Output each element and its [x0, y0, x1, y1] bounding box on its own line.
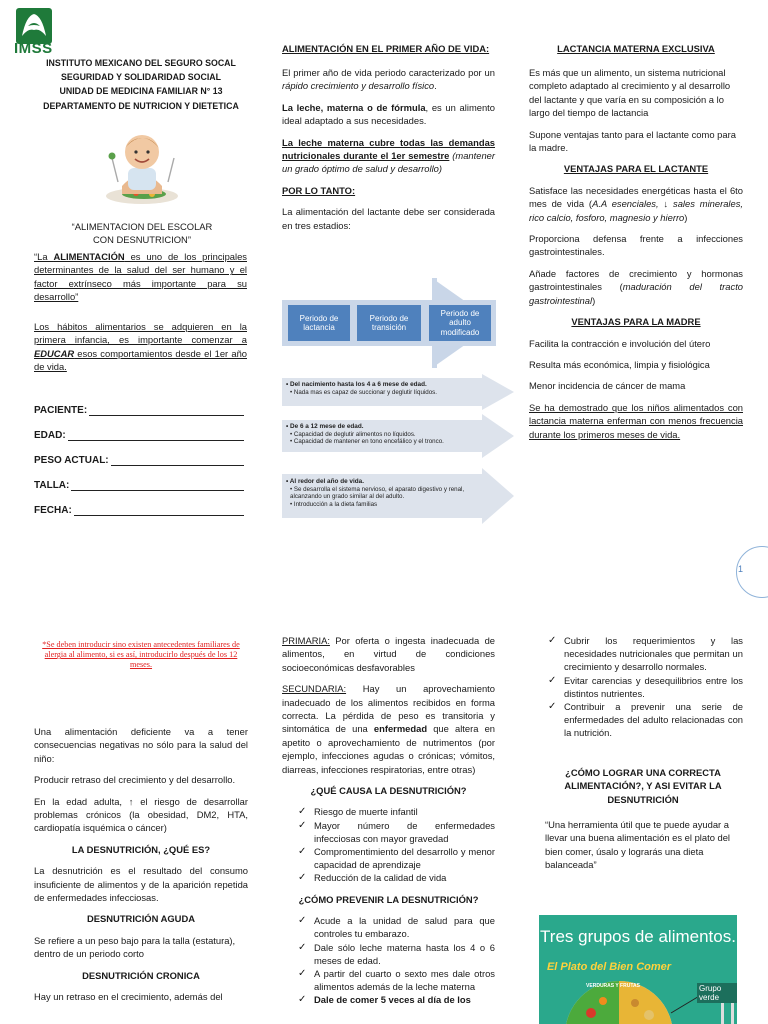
list-item: ✓ Reducción de la calidad de vida	[298, 872, 447, 884]
check-icon: ✓	[298, 915, 307, 927]
habits-paragraph: Los hábitos alimentarios se adquieren en la primera infancia, es importante comenzar a EDUCAR esos comportamientos desde el 1er año de vida.	[34, 321, 247, 373]
allergy-note: *Se deben introducir sino existen antecedentes familiares de alergia al alimento, si es así, introducirlo después de los 12 meses.	[42, 640, 240, 670]
mother-adv-4: Se ha demostrado que los niños alimentados con lactancia materna enferman con menos frecuencia durante los primeros meses de vida.	[529, 401, 743, 440]
age-field[interactable]: EDAD:	[34, 427, 244, 441]
list-item: ✓ Compromentimiento del desarrollo y menor capacidad de aprendizaje	[298, 846, 495, 871]
stage-lactation: Periodo de lactancia	[299, 313, 339, 332]
list-item: ✓ Dale de comer 5 veces al día de los	[298, 994, 471, 1006]
check-icon: ✓	[298, 994, 307, 1006]
date-field[interactable]: FECHA:	[34, 502, 244, 516]
first-year-text	[282, 66, 495, 232]
stage-transition: Periodo de transición	[369, 313, 409, 332]
height-field[interactable]: TALLA:	[34, 477, 244, 491]
institution-line-3: UNIDAD DE MEDICINA FAMILIAR N° 13	[59, 86, 223, 97]
prevent-list	[282, 914, 495, 1006]
malnutrition-types	[282, 634, 495, 1007]
check-icon: ✓	[298, 967, 307, 979]
goals-section	[548, 634, 743, 740]
check-icon: ✓	[548, 701, 557, 713]
mother-adv-3: Menor incidencia de cáncer de mama	[529, 380, 686, 392]
poster-subtitle: El Plato del Bien Comer	[546, 961, 672, 973]
cover-quote: “La ALIMENTACIÓN es uno de los principales determinantes de la salud del ser humano y el factor extrínseco más importante para su desarrollo”	[34, 251, 247, 303]
list-item: ✓ Cubrir los requerimientos y las necesidades nutricionales que permitan un crecimiento y desarrollo normales.	[548, 635, 743, 673]
primary-malnutrition: PRIMARIA: Por oferta o ingesta inadecuada de alimentos, en virtud de condiciones socioeconómicas desfavorables	[282, 635, 495, 673]
list-item: ✓ Evitar carencias y desequilibrios entre los distintos nutrientes.	[548, 674, 743, 699]
list-item: ✓ Mayor número de enfermedades infecciosas con mayor gravedad	[298, 819, 495, 844]
first-year-p1: El primer año de vida periodo caracterizado por un rápido crecimiento y desarrollo físico.	[282, 67, 495, 92]
deficiency-section	[34, 725, 248, 1004]
first-year-p3: La leche materna cubre todas las demandas nutricionales durante el 1er semestre (mantener un grado óptimo de salud y desarrollo)	[282, 136, 495, 175]
acute-malnutrition-heading: DESNUTRICIÓN AGUDA	[87, 913, 195, 925]
plate-quote: “Una herramienta útil que te puede ayudar a llevar una buena alimentación es el plato del bien comer, úsalo y lograrás una dieta balanceada”	[545, 819, 731, 871]
check-icon: ✓	[298, 806, 307, 818]
current-weight-field[interactable]: PESO ACTUAL:	[34, 452, 244, 466]
deficiency-p1: Una alimentación deficiente va a tener consecuencias negativas no sólo para la salud del niño:	[34, 726, 248, 764]
acute-malnutrition-text: Se refiere a un peso bajo para la talla (estatura), dentro de un periodo corto	[34, 934, 236, 960]
list-item: ✓ Dale sólo leche materna hasta los 4 o 6 meses de edad.	[298, 941, 495, 966]
check-icon: ✓	[548, 674, 557, 686]
list-item: ✓ Riesgo de muerte infantil	[298, 806, 418, 818]
first-year-p2: La leche, materna o de fórmula, es un alimento ideal adaptado a sus necesidades.	[282, 101, 495, 127]
correct-nutrition-heading: ¿CÓMO LOGRAR UNA CORRECTA ALIMENTACIÓN?, Y ASI EVITAR LA DESNUTRICIÓN	[564, 767, 722, 805]
chronic-malnutrition-heading: DESNUTRICIÓN CRONICA	[82, 969, 200, 981]
secondary-malnutrition: SECUNDARIA: Hay un aprovechamiento inadecuado de los alimentos recibidos en forma correcta. La pérdida de peso es transitoria y sintomática de una enfermedad que altera en apetito o aprovechamiento de nutrimentos (por ejemplo, infecciones agudas o crónicas; vómitos, diarreas, infecciones respiratorias, entre otras)	[282, 683, 495, 775]
institution-line-4: DEPARTAMENTO DE NUTRICION Y DIETETICA	[43, 100, 239, 111]
malnutrition-definition: La desnutrición es el resultado del consumo insuficiente de alimentos y de la aparición repetida de enfermedades infecciosas.	[34, 865, 248, 904]
list-item: ✓ Acude a la unidad de salud para que controles tu embarazo.	[298, 915, 495, 940]
breastfeeding-text	[529, 66, 743, 441]
poster-green-group-label: Grupo verde	[697, 983, 737, 1003]
exclusive-breastfeeding-heading: LACTANCIA MATERNA EXCLUSIVA	[557, 43, 715, 54]
mother-adv-2: Resulta más económica, limpia y fisiológica	[529, 358, 710, 370]
institution-line-2: SEGURIDAD Y SOLIDARIDAD SOCIAL	[61, 72, 221, 83]
malnutrition-what-heading: LA DESNUTRICIÓN, ¿QUÉ ES?	[71, 843, 211, 855]
patient-name-field[interactable]: PACIENTE:	[34, 402, 244, 416]
list-item: ✓ Contribuir a prevenir una serie de enfermedades del adulto relacionadas con la nutrición.	[548, 701, 743, 739]
first-year-p5: La alimentación del lactante debe ser considerada en tres estadios:	[282, 206, 495, 231]
mother-advantages-heading: VENTAJAS PARA LA MADRE	[571, 316, 701, 328]
patient-form	[34, 402, 244, 516]
breastfeeding-p2: Supone ventajas tanto para el lactante como para la madre.	[529, 128, 736, 154]
poster-ribbon: VERDURAS Y FRUTAS	[586, 983, 640, 989]
deficiency-p3: En la edad adulta, ↑ el riesgo de desarrollar problemas crónicos (la obesidad, DM2, HTA, cardiopatía isquémica o cáncer)	[34, 795, 248, 834]
chronic-malnutrition-text: Hay un retraso en el crecimiento, además del	[34, 991, 223, 1003]
deficiency-p2: Producir retraso del crecimiento y del desarrollo.	[34, 774, 236, 786]
causes-heading: ¿QUÉ CAUSA LA DESNUTRICIÓN?	[310, 785, 467, 797]
poster-title: Tres grupos de alimentos.	[540, 927, 736, 946]
check-icon: ✓	[298, 941, 307, 953]
therefore-label: POR LO TANTO:	[282, 184, 356, 196]
first-year-heading: ALIMENTACIÓN EN EL PRIMER AÑO DE VIDA:	[282, 43, 490, 54]
breastfeeding-p1: Es más que un alimento, un sistema nutricional completo adaptado al crecimiento y al desarrollo del lactante y que varía en su composición a lo largo del tiempo de lactancia	[529, 67, 731, 119]
list-item: ✓ A partir del cuarto o sexto mes dale otros alimentos además de la leche materna	[298, 967, 495, 993]
check-icon: ✓	[298, 819, 307, 831]
institution-header	[34, 56, 248, 113]
arrow-info-1: • Del nacimiento hasta los 4 a 6 mese de edad. • Nada mas es capaz de succionar y deglutir líquidos.	[286, 381, 437, 396]
arrow-info-3: • Al redor del año de vida. • Se desarrolla el sistema nervioso, el aparato digestivo y renal, alcanzando un grado similar al del adulto. • Introducción a la dieta familias	[286, 478, 465, 508]
child-eating-photo	[100, 124, 184, 206]
check-icon: ✓	[548, 635, 557, 646]
mother-adv-1: Facilita la contracción e involución del útero	[529, 337, 711, 349]
check-icon: ✓	[298, 846, 307, 858]
infant-adv-2: Proporciona defensa frente a infecciones gastrointestinales.	[529, 233, 743, 258]
institution-line-1: INSTITUTO MEXICANO DEL SEGURO SOCAL	[46, 58, 236, 68]
check-icon: ✓	[298, 872, 307, 884]
stage-adult-modified: Periodo de adulto modificado	[440, 308, 480, 337]
page-number: 1	[738, 564, 744, 574]
imss-logo-text: IMSS	[14, 40, 53, 57]
infant-advantages-heading: VENTAJAS PARA EL LACTANTE	[563, 163, 709, 175]
goals-list	[548, 634, 743, 740]
food-groups-poster	[539, 915, 737, 1024]
infant-adv-3: Añade factores de crecimiento y hormonas gastrointestinales (maduración del tracto gastrointestinal)	[529, 267, 744, 306]
infant-adv-1: Satisface las necesidades energéticas hasta el 6to mes de vida (A.A esenciales, ↓ sales minerales, rico calcio, fosforo, magnesio y hierro)	[529, 184, 743, 223]
causes-list	[282, 805, 495, 884]
arrow-info-2: • De 6 a 12 mese de edad. • Capacidad de deglutir alimentos no líquidos. • Capacidad de mantener en tono encefálico y el tronco.	[286, 423, 444, 446]
prevent-heading: ¿CÓMO PREVENIR LA DESNUTRICIÓN?	[298, 893, 479, 905]
cover-title: “ALIMENTACION DEL ESCOLAR CON DESNUTRICION”	[71, 221, 213, 246]
